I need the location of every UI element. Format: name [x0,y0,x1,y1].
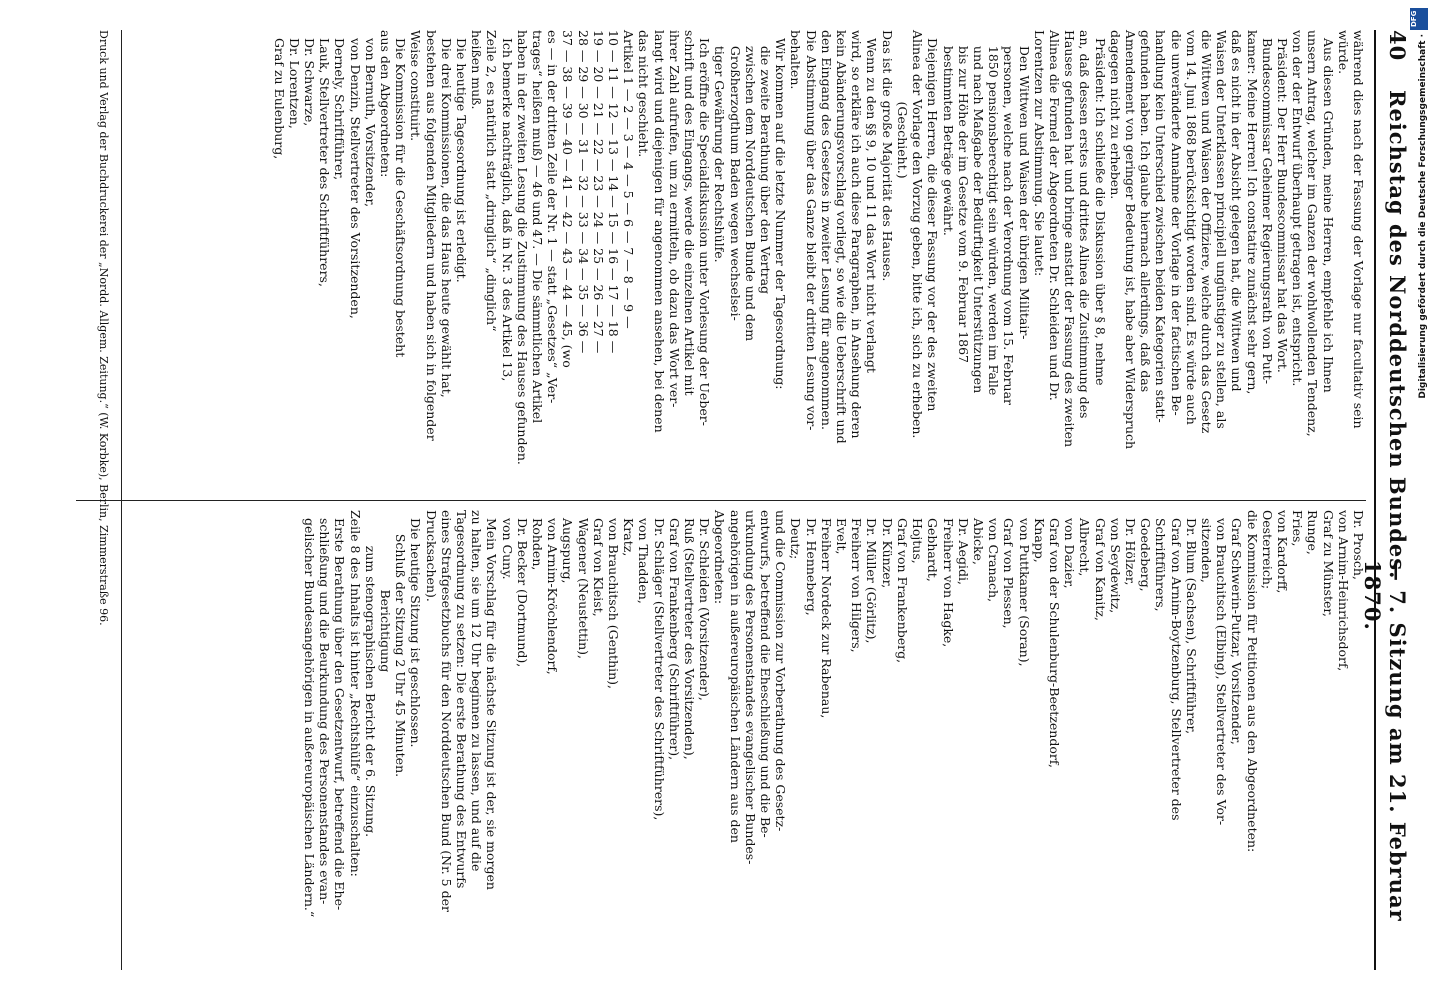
text-line: die Wittwen und Waisen der Offiziere, welche durch das Gesetz [1198,30,1214,434]
text-line: Hauses gefunden hat und bringe anstatt der Fassung des zweiten [1062,30,1078,448]
document-page [58,0,1428,1000]
text-line: gefunden haben. Ich glaube hiernach allerdings, daß das [1138,30,1154,393]
text-line: Wenn zu den §§ 9, 10 und 11 das Wort nicht verlangt [864,30,880,373]
imprint-rule [121,30,122,970]
text-line: den Eingang des Gesetzes in zweiter Lesung für angenommen. [818,30,834,430]
text-line: Zeile 8 des Inhalts ist hinter „Rechtshülfe“ einzuschalten: [347,510,363,877]
text-line: (Geschieht.) [894,30,910,179]
text-line: von Bernuth, Vorsitzender, [362,30,378,208]
text-line: das nicht geschieht. [636,30,652,158]
text-line: Deutz; [788,510,804,560]
text-line: 37 — 38 — 39 — 40 — 41 — 42 — 43 — 44 — 45, (wo [560,30,576,368]
text-line: Abgeordneten: [712,510,728,605]
text-line: Oesterreich; [1259,510,1275,590]
text-line: ihrer Zahl aufrufen, um zu ermitteln, ob dazu das Wort ver- [666,30,682,408]
text-line: 10 — 11 — 12 — 13 — 14 — 15 — 16 — 17 — 18 — [606,30,622,354]
text-line: Graf Schwerin-Putzar, Vorsitzender, [1229,510,1245,745]
text-line: Graf zu Eulenburg, [271,30,287,160]
text-line: 28 — 29 — 30 — 31 — 32 — 33 — 34 — 35 — 36 — [575,30,591,354]
text-line: Fries, [1290,510,1306,547]
text-line: behalten. [788,30,804,90]
text-line: die zweite Berathung über den Vertrag [758,30,774,295]
text-line: und die Commission zur Vorberathung des Gesetz- [773,510,789,832]
text-line: bis zur Höhe der im Gesetze vom 9. Februar 1867 [955,30,971,364]
text-line: Augspurg, [560,510,576,584]
text-line: die Kommission für Petitionen aus den Abgeordneten: [1244,510,1260,853]
text-line: von Arnim-Heinrichsdorf, [1335,510,1351,672]
text-line: es — in der dritten Zeile der Nr. 1 — statt „Gesetzes“ „Ver- [545,30,561,404]
text-line: wird, so erkläre ich auch diese Paragraphen, in Ansehung deren [849,30,865,439]
text-line: an, daß dessen erstes und drittes Alinea die Zustimmung des [1077,30,1093,419]
text-line: würde. [1335,30,1351,75]
text-line: Kratz, [621,510,637,557]
text-line: während dies nach der Fassung der Vorlage nur facultativ sein [1351,30,1366,429]
text-line: 1850 pensionsberechtigt sein würden, werden im Falle [986,30,1002,396]
text-line: Erste Berathung über den Gesetzentwurf, betreffend die Ehe- [332,510,348,911]
text-line: urkundung des Personenstandes evangelischer Bundes- [742,510,758,865]
text-line: Goedeberg, [1138,510,1154,592]
text-line: von Brauchitsch (Elbing), Stellvertreter des Vor- [1214,510,1230,826]
header-rule [1374,30,1376,970]
text-line: angehörigen in außereuropäischen Ländern aus den [727,510,743,843]
text-line: von Kardorff, [1274,510,1290,594]
text-line: gelischer Bundesangehörigen in außereuropäischen Ländern.“ [301,510,317,918]
text-line: trages“ heißen muß) — 46 und 47. — Die sämmtlichen Artikel [530,30,546,424]
text-line: eines Strafgesetzbuchs für den Norddeutschen Bund (Nr. 5 der [438,510,454,912]
text-line: Diejenigen Herren, die dieser Fassung vor der des zweiten [925,30,941,412]
text-line: Runge, [1305,510,1321,555]
text-line: zwischen dem Norddeutschen Bunde und dem [742,30,758,342]
text-line: von Thadden, [636,510,652,604]
text-line: Schriftführers, [1153,510,1169,612]
page-header [1360,30,1410,970]
text-line: und nach Maßgabe der Bedürftigkeit Unterstützungen [970,30,986,394]
text-line: Freiherr von Hagke, [940,510,956,648]
digitization-note: Digitalisierung gefördert durch die Deutsche Forschungsgemeinschaft · [1418,34,1428,399]
right-column [302,510,1366,980]
text-line: Schluß der Sitzung 2 Uhr 45 Minuten. [393,510,409,778]
text-line: Evelt, [834,510,850,555]
text-line: Dr. Lorentzen, [286,30,302,129]
text-line: Präsident: Ich schließe die Diskussion über § 8, nehme [1092,30,1108,386]
text-line: Dr. Müller (Görlitz), [864,510,880,644]
text-line: Bundescommissar Geheimer Regierungsrath von Putt- [1259,30,1275,385]
text-line: dagegen nicht zu erheben. [1107,30,1123,200]
text-line: Zeile 2, es natürlich statt „dringlich“ „dinglich“ [484,30,500,332]
text-line: Alinea die Formel der Abgeordneten Dr. Schleiden und Dr. [1046,30,1062,401]
text-line: von Puttkamer (Soran), [1016,510,1032,667]
text-line: von Denzin, Stellvertreter des Vorsitzenden, [347,30,363,319]
text-line: haben in der zweiten Lesung die Zustimmung des Hauses gefunden. [514,30,530,465]
text-line: Graf von Kleist, [590,510,606,617]
text-line: Dernely, Schriftführer, [332,30,348,181]
text-line: Dr. Aegidi, [955,510,971,585]
session-title: — 7. Sitzung am 21. Februar 1870. [1360,560,1410,922]
text-line: Präsident: Der Herr Bundescommissar hat das Wort. [1274,30,1290,373]
text-line: Aus diesen Gründen, meine Herren, empfehle ich Ihnen [1320,30,1336,393]
text-line: zum stenographischen Bericht der 6. Sitzung. [362,510,378,838]
text-line: entwurfs, betreffend die Eheschließung und die Be- [758,510,774,838]
text-line: Graf von Frankenberg, [894,510,910,664]
text-line: Tagesordnung zu setzen: Die erste Berathung des Entwurfs [454,510,470,889]
left-column [271,30,1366,490]
text-line: unsern Antrag, welcher im Ganzen der wohlwollenden Tendenz, [1305,30,1321,437]
text-line: sitzenden, [1198,510,1214,583]
text-line: Dr. Prosch, [1351,510,1366,580]
text-line: Abicke, [970,510,986,565]
text-line: Großherzogthum Baden wegen wechselsei- [727,30,743,321]
text-line: von der der Entwurf überhaupt getragen ist, entspricht. [1290,30,1306,387]
text-line: Graf von Kanitz, [1092,510,1108,621]
text-line: Die drei Kommissionen, die das Haus heute gewählt hat, [438,30,454,398]
text-line: Dr. Henneberg, [803,510,819,616]
text-line: von Cuny. [499,510,515,580]
text-line: personen, welche nach der Verordnung vom 15. Februar [1001,30,1017,406]
text-line: 19 — 20 — 21 — 22 — 23 — 24 — 25 — 26 — 27 — [590,30,606,354]
text-line: Dr. Künzer, [879,510,895,589]
text-line: Die Kommission für die Geschäftsordnung besteht [393,30,409,358]
text-line: Das ist die große Majorität des Hauses. [879,30,895,282]
text-line: kein Abänderungsvorschlag vorliegt, so wie die Ueberschrift und [834,30,850,444]
text-line: heißen muß. [469,30,485,110]
text-line: Graf von Frankenberg (Schriftführer), [666,510,682,761]
text-line: Den Wittwen und Waisen der übrigen Militair- [1016,30,1032,340]
text-line: Ich bemerke nachträglich, daß in Nr. 3 des Artikel 13, [499,30,515,382]
text-line: Lauk, Stellvertreter des Schriftführers, [317,30,333,287]
text-line: Die Abstimmung über das Ganze bleibt der dritten Lesung vor- [803,30,819,431]
text-line: Freiherr Nordeck zur Rabenau, [818,510,834,719]
text-line: Ruß (Stellvertreter des Vorsitzenden), [682,510,698,760]
text-line: zu halten, sie um 12 Uhr beginnen zu lassen, und auf die [469,510,485,872]
text-line: von Dazier, [1062,510,1078,589]
text-line: Lorentzen zur Abstimmung. Sie lautet: [1031,30,1047,277]
text-line: vom 14. Juni 1868 berücksichtigt worden sind. Es würde auch [1183,30,1199,425]
text-line: Artikel 1 — 2 — 3 — 4 — 5 — 6 — 7 — 8 — 9 — [621,30,637,329]
text-line: die unveränderte Annahme der Vorlage in der factischen Be- [1168,30,1184,416]
text-line: Graf zu Münster, [1320,510,1336,617]
text-line: Freiherr von Hilgers, [849,510,865,653]
text-line: von Cranach, [986,510,1002,603]
text-line: Ich eröffne die Specialdiskussion unter Vorlesung der Ueber- [697,30,713,426]
text-line: schrift und des Eingangs, werde die einzelnen Artikel mit [682,30,698,396]
text-line: Gebhardt, [925,510,941,582]
text-line: Dr. Becker (Dortmund), [514,510,530,668]
text-line: Dr. Schläger (Stellvertreter des Schriftführers), [651,510,667,821]
text-line: Dr. Schleiden (Vorsitzender), [697,510,713,701]
text-line: Drucksachen). [423,510,439,602]
page-number: 40 [1385,30,1410,62]
text-line: Wir kommen auf die letzte Nummer der Tagesordnung: [773,30,789,390]
running-title: Reichstag des Norddeutschen Bundes. [1385,90,1410,580]
text-line: langt wird und diejenigen für angenommen ansehen, bei denen [651,30,667,433]
text-line: von Seydewitz, [1107,510,1123,614]
text-line: Weise constituirt. [408,30,424,142]
text-line: bestehen aus folgenden Mitgliedern und haben sich in folgender [423,30,439,441]
text-line: kamer: Meine Herren! Ich constatire zunächst sehr gern, [1244,30,1260,395]
text-line: Die heutige Tagesordnung ist erledigt. [454,30,470,283]
text-line: handlung kein Unterschied zwischen beiden Kategorien statt- [1153,30,1169,423]
text-line: Amendement von geringer Bedeutung ist, habe aber Widerspruch [1122,30,1138,450]
text-line: Die heutige Sitzung ist geschlossen. [408,510,424,748]
text-line: Wagener (Neustettin), [575,510,591,659]
text-line: bestimmten Beträge gewährt. [940,30,956,236]
text-line: Albrecht, [1077,510,1093,577]
column-divider [76,500,1366,501]
text-line: Graf von Arnim-Boytzenburg, Stellvertreter des [1168,510,1184,821]
text-line: Dr. Hölzer, [1122,510,1138,586]
dfg-logo: DFG [1410,8,1428,30]
text-line: Berichtigung [378,510,393,673]
text-line: Waisen der Unterklassen principiell ungünstiger zu stellen, als [1214,30,1230,429]
text-line: Graf von Plessen, [1001,510,1017,629]
text-line: tiger Gewährung der Rechtshülfe. [712,30,728,263]
text-line: von Brauchitsch (Genthin), [606,510,622,690]
text-line: Dr. Schwarze, [301,30,317,127]
text-line: von Arnim-Kröchlendorf, [545,510,561,675]
text-line: schließung und die Beurkundung des Personenstandes evan- [317,510,333,905]
text-line: aus den Abgeordneten: [378,30,393,178]
text-line: Mein Vorschlag für die nächste Sitzung ist der, sie morgen [484,510,500,890]
text-line: daß es nicht in der Absicht gelegen hat, die Wittwen und [1229,30,1245,392]
imprint: Druck und Verlag der Buchdruckerei der „Nordd. Allgem. Zeitung.“ (W. Korbke), Berlin, Zimmerstraße 96. [97,30,110,626]
text-line: Hojtus, [910,510,926,564]
text-line: Rohden, [530,510,546,571]
text-line: Knapp, [1031,510,1047,563]
text-line: Dr. Blum (Sachsen), Schriftführer, [1183,510,1199,735]
text-line: Graf von der Schulenburg-Beetzendorf, [1046,510,1062,768]
text-line: Alinea der Vorlage den Vorzug geben, bitte ich, sich zu erheben. [910,30,926,439]
